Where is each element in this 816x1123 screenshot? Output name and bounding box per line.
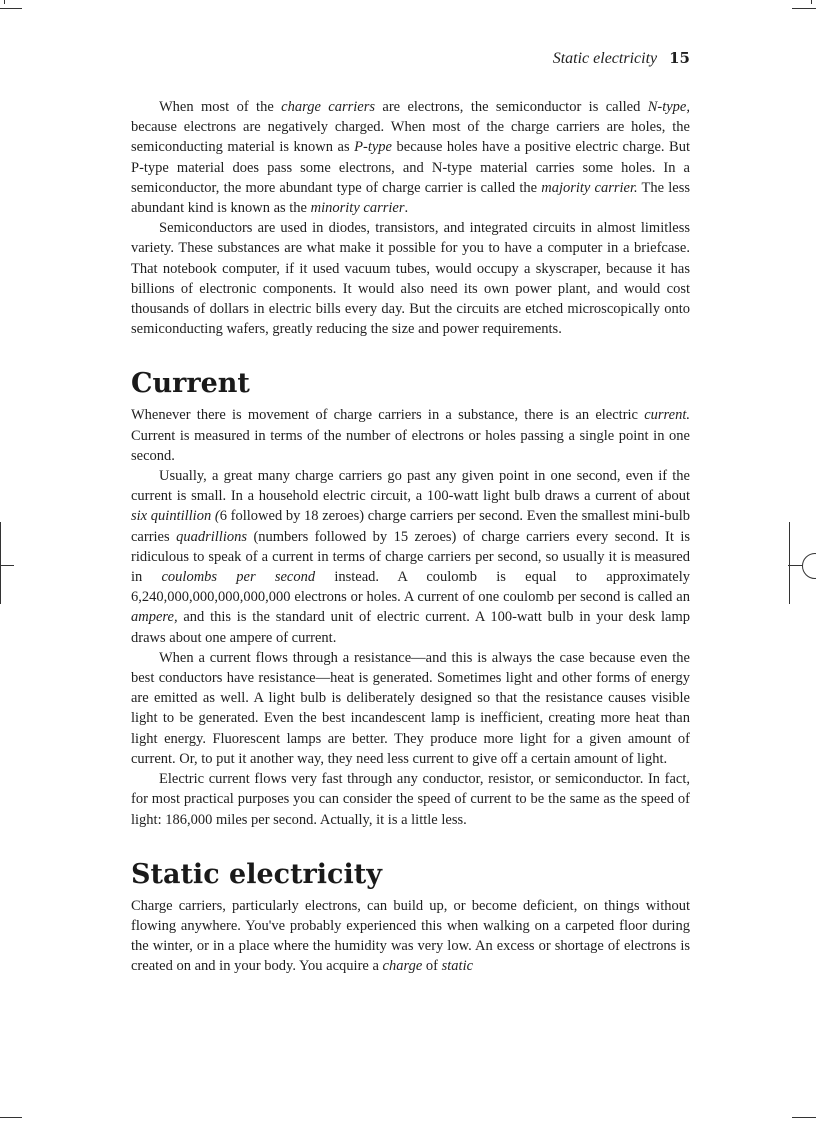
registration-mark — [789, 522, 790, 604]
running-header-title: Static electricity — [552, 50, 658, 67]
italic-term: current. — [644, 407, 690, 424]
paragraph: Whenever there is movement of charge carriers in a substance, there is an electric current. Current is measured in terms of the number of electrons or holes passing a single point in one second. — [131, 407, 690, 464]
italic-term: static — [441, 958, 474, 975]
registration-circle-icon — [802, 553, 816, 579]
italic-term: quadrillions — [176, 528, 247, 545]
registration-mark — [0, 522, 1, 604]
italic-term: ampere, — [131, 609, 178, 626]
crop-mark — [0, 8, 22, 9]
crop-mark — [0, 1117, 22, 1118]
italic-term: minority carrier — [310, 200, 405, 217]
registration-mark — [788, 565, 802, 566]
paragraph: When most of the charge carriers are electrons, the semiconductor is called N-type, because electrons are negatively charged. When most of the charge carriers are holes, the semiconducting material is known as P-type because holes have a positive electric charge. But P-type material does pass some electrons, and N-type material carries some holes. In a semiconductor, the more abundant type of charge carrier is called the majority carrier. The less abundant kind is known as the minority carrier. — [131, 99, 691, 217]
running-header — [553, 48, 690, 69]
section-heading-static-electricity: Static electricity — [131, 858, 382, 890]
paragraph: Semiconductors are used in diodes, transistors, and integrated circuits in almost limitless variety. These substances are what make it possible for you to have a computer in a briefcase. That notebook computer, if it used vacuum tubes, would occupy a skyscraper, because it has billions of electronic components. It would also need its own power plant, and would cost thousands of dollars in electric bills every day. But the circuits are etched microscopically onto semiconducting wafers, greatly reducing the size and power requirements. — [131, 220, 690, 338]
italic-term: majority carrier. — [541, 179, 638, 196]
italic-term: P-type — [354, 139, 392, 156]
paragraph: Electric current flows very fast through any conductor, resistor, or semiconductor. In fact, for most practical purposes you can consider the speed of current to be the same as the speed of light: 186,000 miles per second. Actually, it is a little less. — [131, 771, 690, 828]
paragraph: Charge carriers, particularly electrons, can build up, or become deficient, on things without flowing anywhere. You've probably experienced this when walking on a carpeted floor during the winter, or in a place where the humidity was very low. An excess or shortage of electrons is created on and in your body. You acquire a charge of static — [131, 897, 690, 975]
italic-term: charge — [382, 958, 423, 975]
crop-mark — [4, 0, 5, 4]
section-heading-current: Current — [131, 368, 250, 400]
italic-term: charge carriers — [281, 99, 375, 115]
italic-term: N-type, — [647, 99, 690, 115]
crop-mark — [792, 8, 816, 9]
paragraph: When a current flows through a resistance—and this is always the case because even the best conductors have resistance—heat is generated. Sometimes light and other forms of energy are emitted as well. A light bulb is deliberately designed so that the resistance causes visible light to be generated. Even the best incandescent lamp is inefficient, creating more heat than light energy. Fluorescent lamps are better. They produce more light for a given amount of current. Or, to put it another way, they need less current to give off a certain amount of light. — [131, 649, 690, 767]
text-column — [131, 97, 690, 977]
italic-term: six quintillion ( — [131, 508, 220, 525]
italic-term: coulombs per second — [161, 569, 316, 586]
crop-mark — [811, 0, 812, 4]
page-number: 15 — [669, 49, 690, 67]
paragraph: Usually, a great many charge carriers go past any given point in one second, even if the current is small. In a household electric circuit, a 100-watt light bulb draws a current of about six quintillion (6 followed by 18 zeroes) charge carriers per second. Even the smallest mini-bulb carries quadrillions (numbers followed by 15 zeroes) of charge carriers every second. It is ridiculous to speak of a current in terms of charge carriers per second, so usually it is measured in coulombs per second instead. A coulomb is equal to approximately 6,240,000,000,000,000,000 electrons or holes. A current of one coulomb per second is called an ampere, and this is the standard unit of electric current. A 100-watt bulb in your desk lamp draws about one ampere of current. — [131, 468, 691, 646]
registration-mark — [0, 565, 14, 566]
crop-mark — [792, 1117, 816, 1118]
